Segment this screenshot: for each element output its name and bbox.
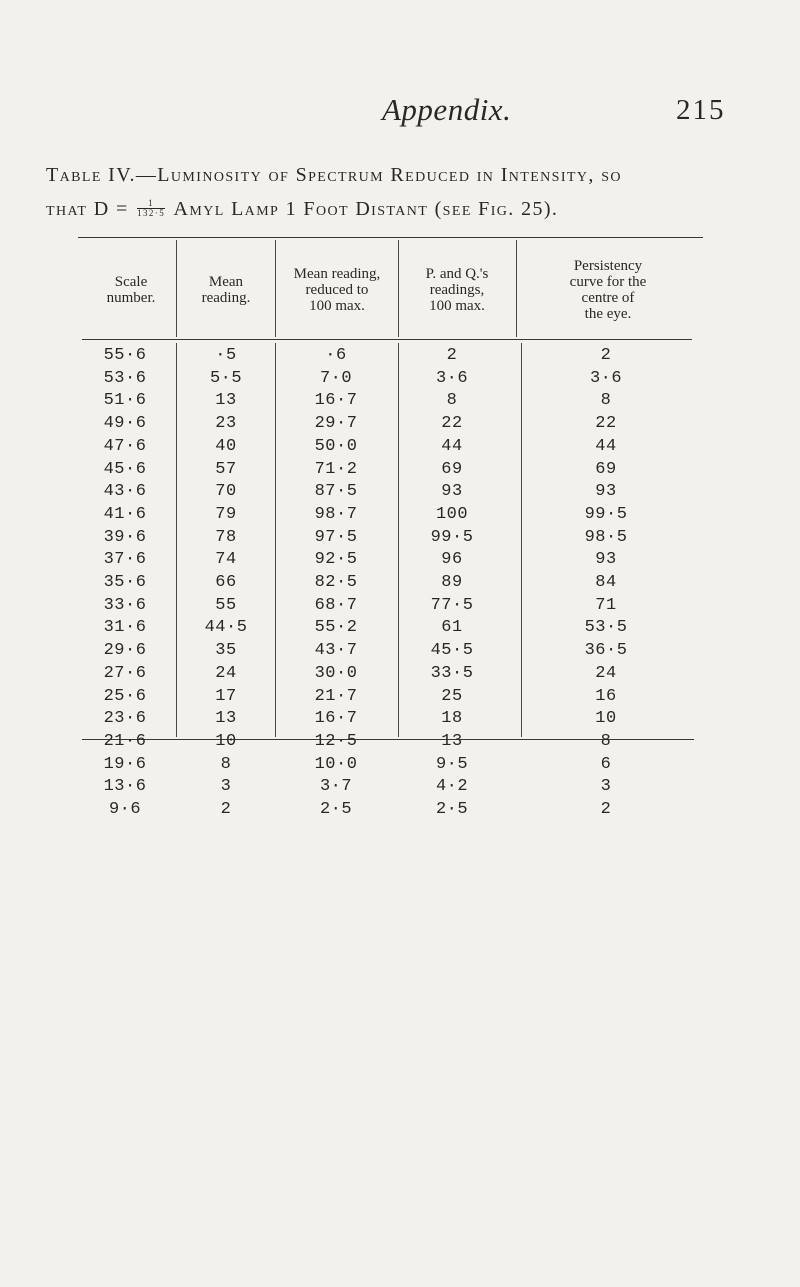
table-cell: 74: [215, 550, 237, 570]
table-cell: 19·6: [103, 754, 147, 774]
table-cell: 29·7: [314, 414, 358, 434]
fraction: [137, 199, 165, 218]
table-cell: 3·6: [435, 368, 469, 388]
table-cell: 21·7: [314, 686, 358, 706]
table-cell: 3: [220, 777, 232, 797]
table-cell: 49·6: [103, 414, 147, 434]
table-cell: 31·6: [103, 618, 147, 638]
table-cell: 35·6: [103, 573, 147, 592]
table-cell: 53·5: [584, 618, 628, 638]
header-mean-reading-reduced: Mean reading, reduced to 100 max.: [293, 266, 381, 314]
table-cell: 78: [215, 527, 237, 547]
table-cell: 71: [595, 595, 617, 615]
page-number: 215: [676, 94, 726, 126]
caption-text-1: —Luminosity of Spectrum Reduced in Intensity, so: [135, 164, 622, 186]
table-cell: 45·5: [430, 641, 474, 661]
table-cell: 21·6: [103, 731, 147, 751]
table-cell: 8: [220, 754, 232, 774]
table-cell: 43·6: [103, 482, 147, 502]
table-cell: 45·6: [103, 459, 147, 479]
table-cell: ·6: [325, 346, 347, 365]
table-cell: 6: [600, 754, 612, 774]
table-cell: 68·7: [314, 595, 358, 615]
table-cell: 30·0: [314, 663, 358, 683]
table-cell: 35: [215, 641, 237, 661]
table-cell: 9·5: [435, 754, 469, 774]
table-cell: 44: [595, 436, 617, 456]
table-cell: 2: [220, 800, 232, 819]
caption-text-2a: that D =: [46, 198, 129, 220]
table-cell: 13: [215, 709, 237, 729]
table-cell: 9·6: [108, 800, 142, 819]
table-cell: 3·7: [319, 777, 353, 797]
table-cell: 3: [600, 777, 612, 797]
table-cell: 84: [595, 573, 617, 592]
table-cell: 24: [215, 663, 237, 683]
table-cell: 55·2: [314, 618, 358, 638]
table-cell: 44: [441, 436, 463, 456]
table-cell: 2: [446, 346, 458, 365]
table-cell: 51·6: [103, 391, 147, 411]
table-cell: 12·5: [314, 731, 358, 751]
table-cell: 89: [441, 573, 463, 592]
column-divider: [398, 240, 399, 337]
column-divider: [176, 240, 177, 337]
table-cell: 55: [215, 595, 237, 615]
running-head: [0, 92, 800, 132]
table-cell: 29·6: [103, 641, 147, 661]
table-cell: 69: [441, 459, 463, 479]
header-scale-number: Scale number.: [106, 274, 156, 306]
table-cell: 2·5: [319, 800, 353, 819]
table-cell: 93: [595, 550, 617, 570]
table-cell: 61: [441, 618, 463, 638]
table-cell: 22: [441, 414, 463, 434]
table-cell: 55·6: [103, 346, 147, 365]
table-cell: 4·2: [435, 777, 469, 797]
table-cell: 23: [215, 414, 237, 434]
table-cell: 8: [600, 391, 612, 411]
caption-text-2b: Amyl Lamp 1 Foot Distant (see Fig. 25).: [173, 198, 559, 220]
table-cell: 23·6: [103, 709, 147, 729]
table-cell: 25: [441, 686, 463, 706]
table-cell: 41·6: [103, 504, 147, 524]
header-persistency-curve: Persistency curve for the centre of the eye.: [569, 258, 647, 322]
table-cell: 36·5: [584, 641, 628, 661]
header-mean-reading: Mean reading.: [201, 274, 251, 306]
fraction-numerator: 1: [137, 199, 165, 209]
table-cell: 16·7: [314, 391, 358, 411]
table-label: Table IV.: [46, 164, 136, 186]
table-cell: 40: [215, 436, 237, 456]
table-cell: 16: [595, 686, 617, 706]
table-cell: 10: [595, 709, 617, 729]
caption-line-2: [46, 192, 776, 226]
table-cell: 33·6: [103, 595, 147, 615]
header-pq-readings: P. and Q.'s readings, 100 max.: [425, 266, 489, 314]
table-cell: 99·5: [584, 504, 628, 524]
table-cell: 71·2: [314, 459, 358, 479]
table-cell: 99·5: [430, 527, 474, 547]
table-cell: 97·5: [314, 527, 358, 547]
table-cell: 5·5: [209, 368, 243, 388]
table-cell: 87·5: [314, 482, 358, 502]
table-cell: 17: [215, 686, 237, 706]
table-cell: 92·5: [314, 550, 358, 570]
table-cell: 53·6: [103, 368, 147, 388]
table-cell: 77·5: [430, 595, 474, 615]
table-cell: 93: [441, 482, 463, 502]
header-rule: [82, 339, 692, 340]
table-cell: 79: [215, 504, 237, 524]
table-cell: 2·5: [435, 800, 469, 819]
table-cell: 2: [600, 346, 612, 365]
table-row: [0, 795, 800, 825]
table-cell: 66: [215, 573, 237, 592]
table-cell: 98·7: [314, 504, 358, 524]
table-top-rule: [78, 237, 703, 238]
table-cell: 39·6: [103, 527, 147, 547]
table-cell: 10: [215, 731, 237, 751]
table-cell: 7·0: [319, 368, 353, 388]
table-cell: 33·5: [430, 663, 474, 683]
table-cell: 13: [215, 391, 237, 411]
table-cell: 10·0: [314, 754, 358, 774]
table-cell: 13·6: [103, 777, 147, 797]
table-cell: 16·7: [314, 709, 358, 729]
table-cell: ·5: [215, 346, 237, 365]
table-cell: 96: [441, 550, 463, 570]
column-divider: [516, 240, 517, 337]
table-caption: [46, 158, 776, 226]
table-cell: 43·7: [314, 641, 358, 661]
caption-line-1: [46, 158, 776, 192]
table-cell: 44·5: [204, 618, 248, 638]
table-cell: 27·6: [103, 663, 147, 683]
running-title: Appendix.: [382, 92, 512, 127]
table-cell: 3·6: [589, 368, 623, 388]
table-cell: 82·5: [314, 573, 358, 592]
table-cell: 57: [215, 459, 237, 479]
table-cell: 70: [215, 482, 237, 502]
fraction-denominator: 132·5: [137, 207, 166, 218]
table-cell: 18: [441, 709, 463, 729]
table-cell: 13: [441, 731, 463, 751]
table-cell: 8: [600, 731, 612, 751]
column-divider: [275, 240, 276, 337]
table-cell: 8: [446, 391, 458, 411]
table-cell: 37·6: [103, 550, 147, 570]
table-cell: 93: [595, 482, 617, 502]
table-cell: 24: [595, 663, 617, 683]
table-cell: 100: [435, 504, 469, 524]
table-cell: 98·5: [584, 527, 628, 547]
table-cell: 50·0: [314, 436, 358, 456]
table-cell: 47·6: [103, 436, 147, 456]
table-cell: 25·6: [103, 686, 147, 706]
table-cell: 22: [595, 414, 617, 434]
table-cell: 2: [600, 800, 612, 819]
table-cell: 69: [595, 459, 617, 479]
